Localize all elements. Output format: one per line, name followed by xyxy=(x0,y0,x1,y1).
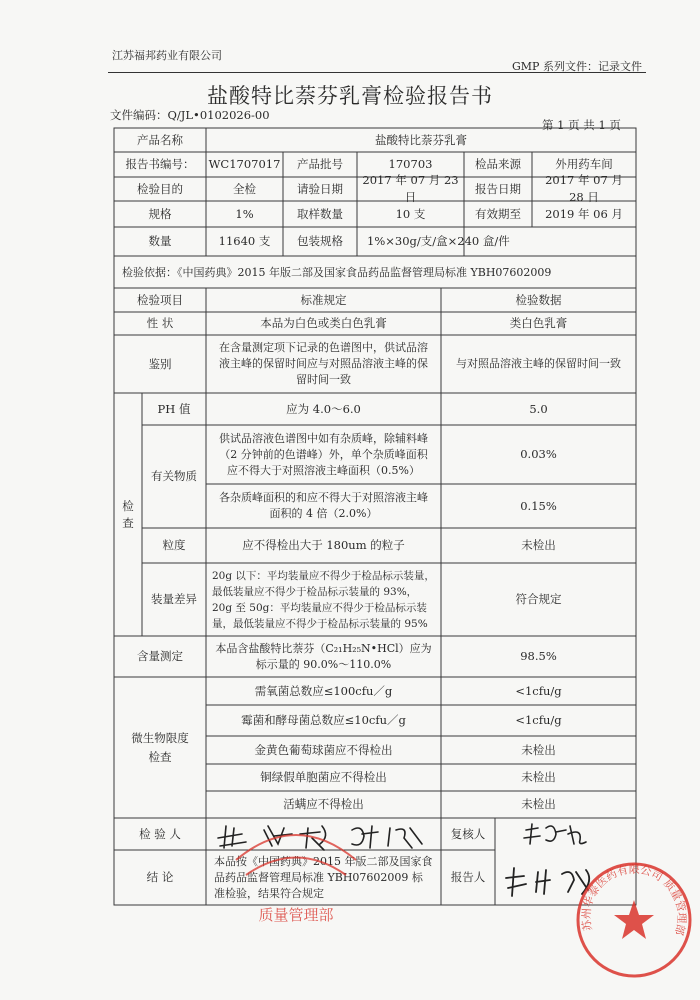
ph-result: 5.0 xyxy=(529,401,548,416)
col-item-header: 检验项目 xyxy=(137,292,183,307)
micro-result-2: <1cfu/g xyxy=(515,713,562,727)
granularity-standard: 应不得检出大于 180um 的粒子 xyxy=(242,538,405,552)
qty: 11640 支 xyxy=(218,234,271,248)
col-result-header: 检验数据 xyxy=(515,292,562,307)
micro-standard-3: 金黄色葡萄球菌应不得检出 xyxy=(254,742,393,757)
page-number: 第 1 页 共 1 页 xyxy=(542,118,621,132)
source: 外用药车间 xyxy=(555,157,613,171)
microbial-limit-item: 微生物限度检查 xyxy=(131,730,189,764)
identify-standard: 在含量测定项下记录的色谱图中，供试品溶液主峰的保留时间应与对照品溶液主峰的保留时间一致 xyxy=(219,341,428,386)
assay-item: 含量测定 xyxy=(137,649,183,663)
spec: 1% xyxy=(235,206,254,221)
source-label: 检品来源 xyxy=(475,157,521,171)
col-standard-header: 标准规定 xyxy=(300,292,347,307)
report-date-label: 报告日期 xyxy=(475,181,521,196)
granularity-result: 未检出 xyxy=(521,538,556,552)
doc-code: 文件编码：Q/JL•0102026-00 xyxy=(110,108,270,122)
spec-label: 规格 xyxy=(148,206,172,221)
inspection-basis: 检验依据：《中国药典》2015 年版二部及国家食品药品监督管理局标准 YBH07602009 xyxy=(122,265,552,279)
expiry: 2019 年 06 月 xyxy=(545,206,623,221)
conclusion-text: 本品按《中国药典》2015 年版二部及国家食品药品监督管理局标准 YBH07602009 标准检验，结果符合规定 xyxy=(214,854,433,900)
batch-no: 170703 xyxy=(388,157,433,171)
micro-standard-4: 铜绿假单胞菌应不得检出 xyxy=(260,770,387,784)
assay-result: 98.5% xyxy=(520,649,557,663)
report-no: WC1707017 xyxy=(208,157,281,171)
company-red-seal xyxy=(574,860,694,980)
sample-qty: 10 支 xyxy=(395,206,426,221)
company-name: 江苏福邦药业有限公司 xyxy=(112,49,222,62)
fill-variance-item: 装量差异 xyxy=(151,592,197,606)
assay-standard: 本品含盐酸特比萘芬（C₂₁H₂₅N•HCl）应为标示量的 90.0%～110.0% xyxy=(215,641,432,671)
micro-standard-2: 霉菌和酵母菌总数应≤10cfu／g xyxy=(241,713,406,727)
product-name: 盐酸特比萘芬乳膏 xyxy=(375,132,467,147)
identify-result: 与对照品溶液主峰的保留时间一致 xyxy=(456,357,621,370)
related-substances-item: 有关物质 xyxy=(151,469,197,483)
package: 1%×30g/支/盒×240 盒/件 xyxy=(367,234,510,248)
identify-item: 鉴别 xyxy=(148,356,172,371)
micro-result-5: 未检出 xyxy=(521,797,556,811)
related-standard-2: 各杂质峰面积的和应不得大于对照溶液主峰面积的 4 倍（2.0%） xyxy=(219,491,428,520)
ph-item: PH 值 xyxy=(157,401,191,416)
micro-standard-5: 活螨应不得检出 xyxy=(283,797,364,811)
ph-standard: 应为 4.0～6.0 xyxy=(286,401,361,416)
appearance-item: 性 状 xyxy=(146,316,174,330)
fill-variance-standard: 20g 以下：平均装量应不得少于检品标示装量，最低装量应不得少于检品标示装量的 93%，20g 至 50g：平均装量应不得少于检品标示装量，最低装量应不得少于检品标示装量的 95% xyxy=(212,569,435,630)
package-label: 包装规格 xyxy=(297,234,343,248)
micro-result-3: 未检出 xyxy=(521,742,556,757)
red-seal-text: 苏州华泰医药有限公司 质量管理部 xyxy=(579,862,689,937)
related-standard-1: 供试品溶液色谱图中如有杂质峰，除辅料峰（2 分钟前的色谱峰）外，单个杂质峰面积应不得大于对照溶液主峰面积（0.5%） xyxy=(219,431,428,477)
conclusion-label: 结 论 xyxy=(146,870,174,884)
request-date: 2017 年 07 月 23 日 xyxy=(362,173,459,204)
purpose-label: 检验目的 xyxy=(137,181,183,196)
report-no-label: 报告书编号： xyxy=(125,157,195,171)
qty-label: 数量 xyxy=(148,234,172,248)
report-date: 2017 年 07 月 28 日 xyxy=(545,173,623,204)
micro-result-4: 未检出 xyxy=(521,770,556,784)
related-result-2: 0.15% xyxy=(520,498,557,513)
fill-variance-result: 符合规定 xyxy=(515,592,562,606)
qa-seal-text: 质量管理部 xyxy=(258,906,334,924)
appearance-result: 类白色乳膏 xyxy=(509,316,568,330)
sample-qty-label: 取样数量 xyxy=(297,206,343,221)
batch-label: 产品批号 xyxy=(297,157,343,171)
purpose: 全检 xyxy=(233,181,256,196)
product-name-label: 产品名称 xyxy=(137,132,183,147)
appearance-standard: 本品为白色或类白色乳膏 xyxy=(260,316,387,330)
check-group-label: 检查 xyxy=(122,498,134,530)
inspector-label: 检 验 人 xyxy=(139,826,181,841)
doc-series: GMP 系列文件：记录文件 xyxy=(512,60,642,73)
report-title: 盐酸特比萘芬乳膏检验报告书 xyxy=(207,84,493,108)
reporter-label: 报告人 xyxy=(450,870,486,884)
micro-standard-1: 需氧菌总数应≤100cfu／g xyxy=(254,683,393,698)
expiry-label: 有效期至 xyxy=(475,206,521,221)
qa-department-seal xyxy=(226,820,366,930)
reviewer-signature xyxy=(520,820,600,850)
related-result-1: 0.03% xyxy=(520,447,557,461)
micro-result-1: <1cfu/g xyxy=(515,683,562,698)
granularity-item: 粒度 xyxy=(162,538,186,552)
reviewer-label: 复核人 xyxy=(450,826,486,841)
request-date-label: 请验日期 xyxy=(297,181,343,196)
